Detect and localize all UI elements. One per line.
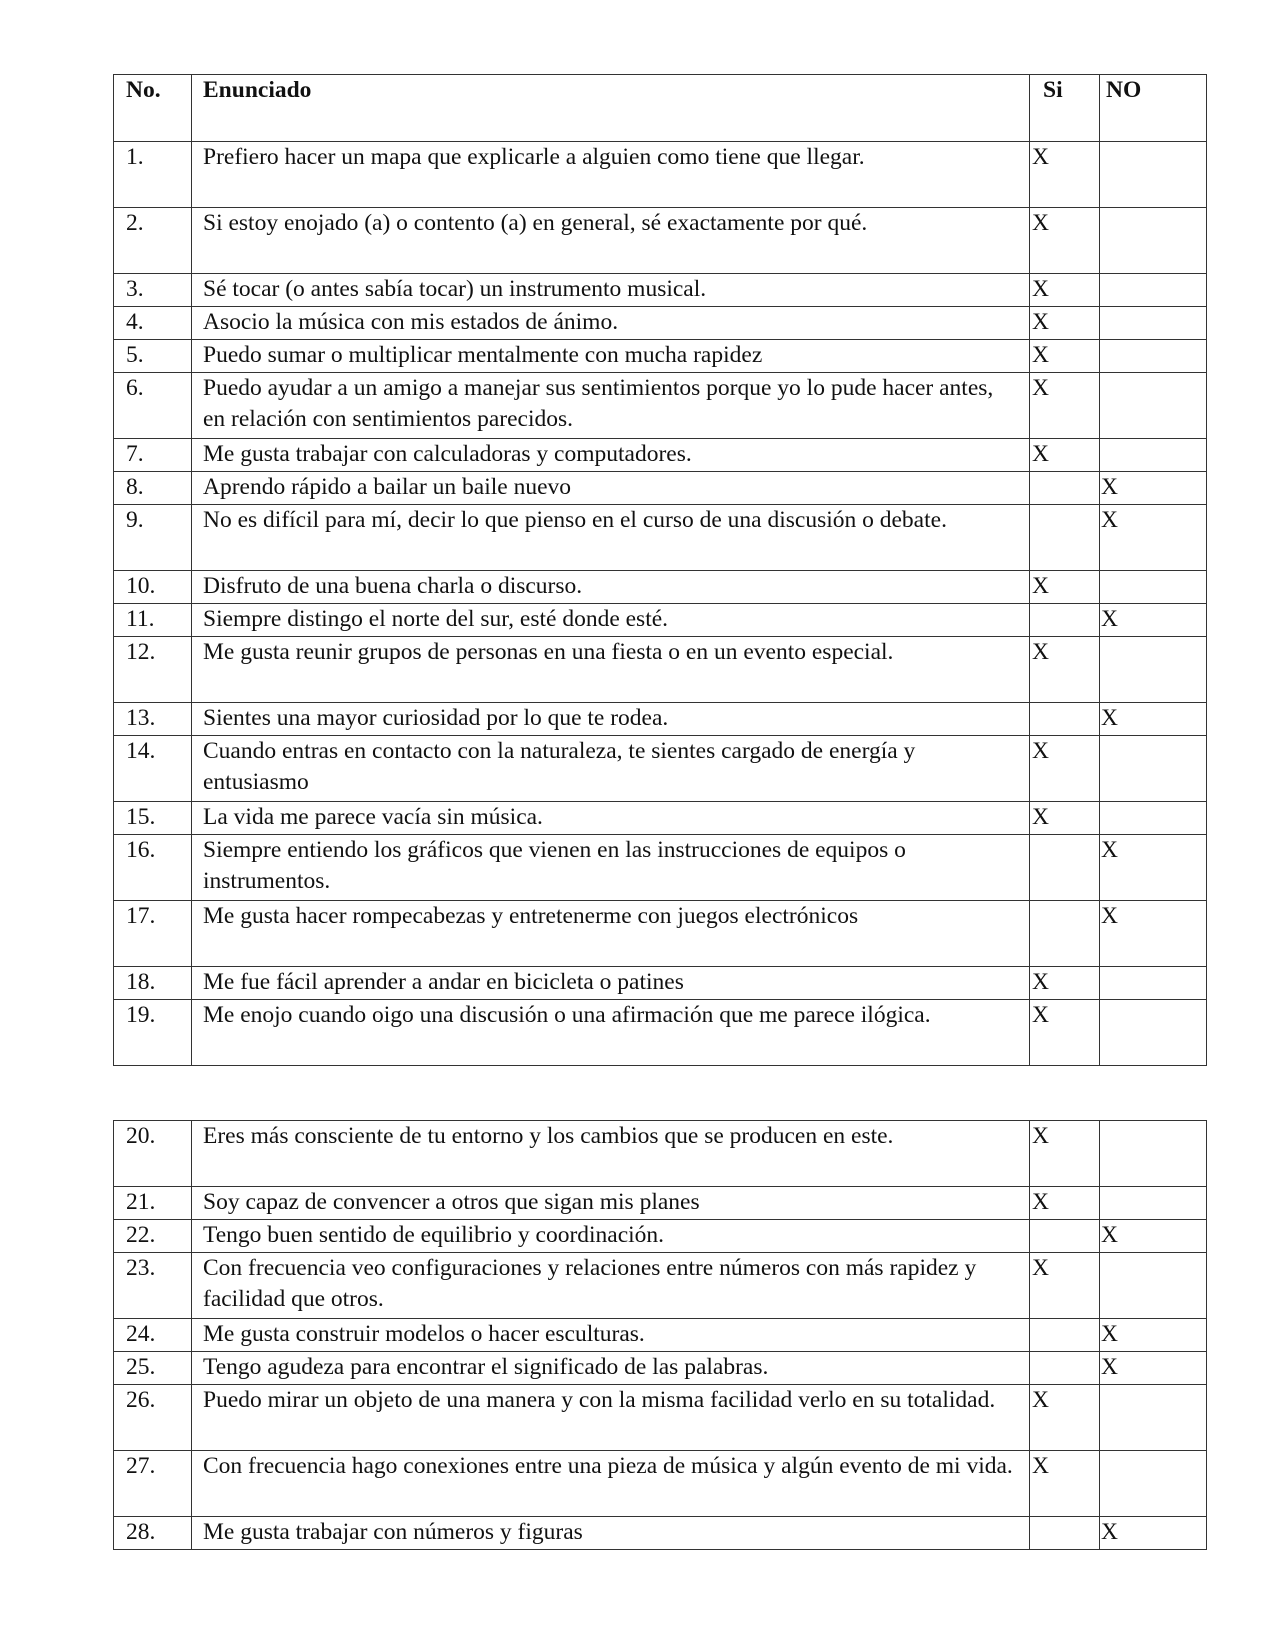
answer-si: X [1030,142,1100,208]
answer-si: X [1030,1187,1100,1220]
item-number: 7. [114,439,192,472]
item-statement: Disfruto de una buena charla o discurso. [192,571,1030,604]
item-statement: Sientes una mayor curiosidad por lo que te rodea. [192,703,1030,736]
table-row [114,835,1207,901]
item-statement: Con frecuencia veo configuraciones y relaciones entre números con más rapidez y facilidad que otros. [192,1253,1030,1319]
table-row [114,373,1207,439]
answer-no [1100,1121,1207,1187]
answer-si: X [1030,1385,1100,1451]
answer-no: X [1100,835,1207,901]
item-statement: No es difícil para mí, decir lo que pienso en el curso de una discusión o debate. [192,505,1030,571]
table-row [114,340,1207,373]
header-si: Si [1030,75,1100,142]
table-row [114,1352,1207,1385]
item-number: 26. [114,1385,192,1451]
table-row [114,1220,1207,1253]
answer-si [1030,505,1100,571]
answer-no: X [1100,472,1207,505]
item-number: 14. [114,736,192,802]
answer-si: X [1030,1121,1100,1187]
answer-no [1100,1253,1207,1319]
answer-si [1030,604,1100,637]
table-row [114,1000,1207,1066]
answer-no: X [1100,1319,1207,1352]
item-number: 6. [114,373,192,439]
item-statement: Asocio la música con mis estados de ánimo. [192,307,1030,340]
item-statement: Me gusta construir modelos o hacer esculturas. [192,1319,1030,1352]
item-statement: Cuando entras en contacto con la naturaleza, te sientes cargado de energía y entusiasmo [192,736,1030,802]
item-statement: Me fue fácil aprender a andar en bicicleta o patines [192,967,1030,1000]
item-number: 23. [114,1253,192,1319]
answer-si: X [1030,736,1100,802]
answer-no [1100,571,1207,604]
table-row [114,274,1207,307]
answer-si [1030,472,1100,505]
item-number: 22. [114,1220,192,1253]
item-statement: La vida me parece vacía sin música. [192,802,1030,835]
answer-no [1100,802,1207,835]
table-row [114,736,1207,802]
table-row [114,1385,1207,1451]
answer-no [1100,307,1207,340]
answer-si: X [1030,1451,1100,1517]
item-number: 25. [114,1352,192,1385]
answer-no [1100,142,1207,208]
table-row [114,604,1207,637]
table-row [114,439,1207,472]
answer-si: X [1030,1000,1100,1066]
answer-no [1100,637,1207,703]
item-number: 12. [114,637,192,703]
table-row [114,1451,1207,1517]
item-statement: Puedo mirar un objeto de una manera y con la misma facilidad verlo en su totalidad. [192,1385,1030,1451]
answer-no [1100,736,1207,802]
table-row [114,1517,1207,1550]
questionnaire-table-1 [113,74,1207,1066]
answer-si [1030,835,1100,901]
table-row [114,901,1207,967]
item-statement: Siempre entiendo los gráficos que vienen en las instrucciones de equipos o instrumentos. [192,835,1030,901]
answer-no: X [1100,604,1207,637]
header-enunciado: Enunciado [192,75,1030,142]
answer-si [1030,1517,1100,1550]
table-row [114,637,1207,703]
answer-si: X [1030,1253,1100,1319]
item-statement: Me enojo cuando oigo una discusión o una afirmación que me parece ilógica. [192,1000,1030,1066]
questionnaire-table-2 [113,1120,1207,1550]
answer-no: X [1100,703,1207,736]
item-number: 27. [114,1451,192,1517]
answer-si: X [1030,373,1100,439]
answer-si: X [1030,307,1100,340]
item-statement: Siempre distingo el norte del sur, esté donde esté. [192,604,1030,637]
answer-no [1100,439,1207,472]
item-number: 1. [114,142,192,208]
item-statement: Prefiero hacer un mapa que explicarle a alguien como tiene que llegar. [192,142,1030,208]
item-statement: Sé tocar (o antes sabía tocar) un instrumento musical. [192,274,1030,307]
header-no: No. [114,75,192,142]
item-statement: Tengo agudeza para encontrar el significado de las palabras. [192,1352,1030,1385]
answer-si: X [1030,208,1100,274]
answer-si [1030,1319,1100,1352]
answer-no: X [1100,1220,1207,1253]
item-number: 24. [114,1319,192,1352]
answer-no [1100,967,1207,1000]
answer-no: X [1100,901,1207,967]
item-statement: Soy capaz de convencer a otros que sigan mis planes [192,1187,1030,1220]
table-row [114,1253,1207,1319]
item-number: 15. [114,802,192,835]
item-number: 9. [114,505,192,571]
item-number: 20. [114,1121,192,1187]
answer-no [1100,1385,1207,1451]
table-row [114,505,1207,571]
table-row [114,802,1207,835]
item-statement: Aprendo rápido a bailar un baile nuevo [192,472,1030,505]
table-row [114,967,1207,1000]
answer-si: X [1030,967,1100,1000]
header-no-answer: NO [1100,75,1207,142]
item-number: 17. [114,901,192,967]
answer-no [1100,274,1207,307]
item-number: 21. [114,1187,192,1220]
item-statement: Eres más consciente de tu entorno y los cambios que se producen en este. [192,1121,1030,1187]
answer-no [1100,1451,1207,1517]
answer-no [1100,373,1207,439]
table-row [114,472,1207,505]
item-number: 16. [114,835,192,901]
answer-si: X [1030,802,1100,835]
table-row [114,208,1207,274]
item-statement: Me gusta trabajar con calculadoras y computadores. [192,439,1030,472]
answer-si: X [1030,274,1100,307]
table-row [114,307,1207,340]
answer-si [1030,703,1100,736]
item-statement: Tengo buen sentido de equilibrio y coordinación. [192,1220,1030,1253]
item-number: 5. [114,340,192,373]
table-row [114,142,1207,208]
item-number: 3. [114,274,192,307]
table-row [114,703,1207,736]
item-number: 4. [114,307,192,340]
table-row [114,1187,1207,1220]
answer-si: X [1030,439,1100,472]
answer-si [1030,1220,1100,1253]
table-row [114,571,1207,604]
item-statement: Me gusta reunir grupos de personas en una fiesta o en un evento especial. [192,637,1030,703]
answer-no [1100,1187,1207,1220]
answer-si [1030,1352,1100,1385]
answer-no: X [1100,1517,1207,1550]
item-statement: Me gusta hacer rompecabezas y entretenerme con juegos electrónicos [192,901,1030,967]
item-number: 19. [114,1000,192,1066]
item-number: 18. [114,967,192,1000]
item-number: 8. [114,472,192,505]
answer-si [1030,901,1100,967]
answer-si: X [1030,571,1100,604]
item-number: 11. [114,604,192,637]
item-statement: Puedo ayudar a un amigo a manejar sus sentimientos porque yo lo pude hacer antes, en relación con sentimientos parecidos. [192,373,1030,439]
item-number: 10. [114,571,192,604]
item-number: 13. [114,703,192,736]
table-row [114,1121,1207,1187]
answer-si: X [1030,340,1100,373]
answer-no: X [1100,505,1207,571]
header-row [114,75,1207,142]
item-number: 2. [114,208,192,274]
item-statement: Me gusta trabajar con números y figuras [192,1517,1030,1550]
item-number: 28. [114,1517,192,1550]
item-statement: Con frecuencia hago conexiones entre una pieza de música y algún evento de mi vida. [192,1451,1030,1517]
answer-si: X [1030,637,1100,703]
table-row [114,1319,1207,1352]
item-statement: Si estoy enojado (a) o contento (a) en general, sé exactamente por qué. [192,208,1030,274]
answer-no: X [1100,1352,1207,1385]
answer-no [1100,1000,1207,1066]
item-statement: Puedo sumar o multiplicar mentalmente con mucha rapidez [192,340,1030,373]
answer-no [1100,208,1207,274]
answer-no [1100,340,1207,373]
